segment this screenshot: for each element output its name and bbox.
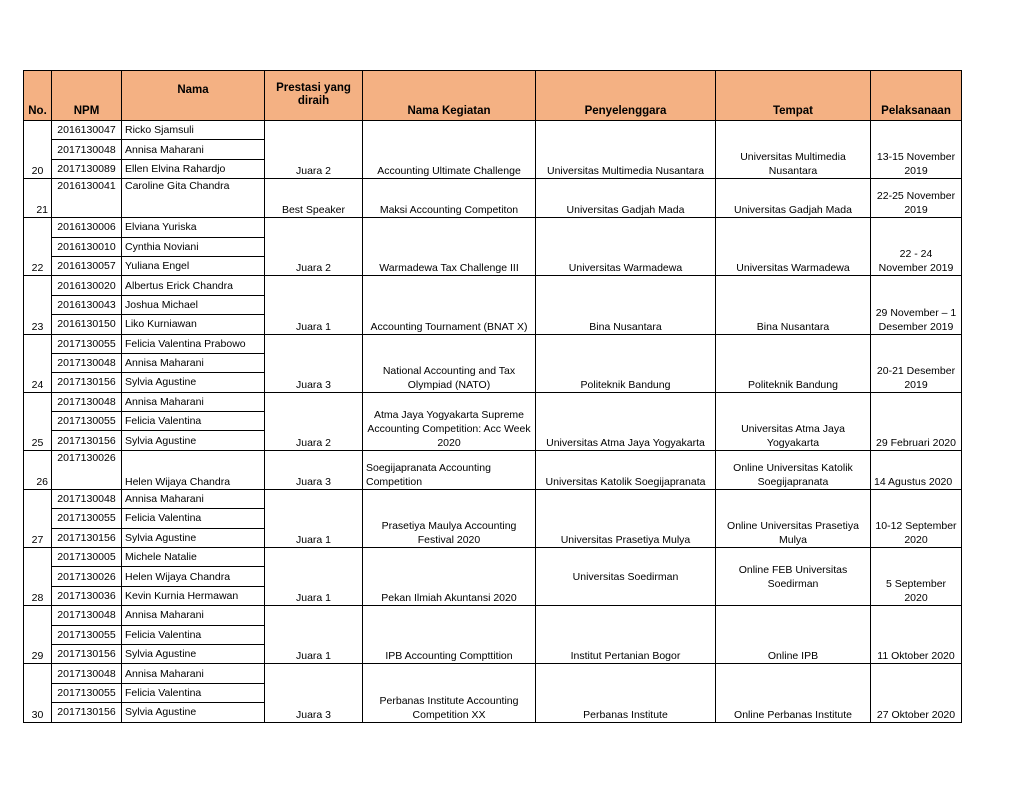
kegiatan-cell: Soegijapranata Accounting Competition <box>363 450 536 489</box>
pelaksanaan-cell: 5 September 2020 <box>871 548 962 606</box>
table-row <box>24 121 962 140</box>
npm-cell: 2017130048 <box>52 392 122 411</box>
penyelenggara-cell: Universitas Warmadewa <box>536 218 716 276</box>
pelaksanaan-cell: 29 Februari 2020 <box>871 392 962 450</box>
penyelenggara-cell: Politeknik Bandung <box>536 334 716 392</box>
nama-cell: Caroline Gita Chandra <box>122 179 265 218</box>
prestasi-cell: Juara 3 <box>265 664 363 722</box>
kegiatan-cell: Warmadewa Tax Challenge III <box>363 218 536 276</box>
npm-cell: 2017130156 <box>52 373 122 392</box>
prestasi-cell: Juara 1 <box>265 548 363 606</box>
header-penyelenggara: Penyelenggara <box>536 71 716 121</box>
tempat-cell: Online FEB Universitas Soedirman <box>716 548 871 606</box>
pelaksanaan-cell: 29 November – 1 Desember 2019 <box>871 276 962 334</box>
penyelenggara-cell: Universitas Multimedia Nusantara <box>536 121 716 179</box>
header-row <box>24 71 962 121</box>
prestasi-cell: Juara 2 <box>265 218 363 276</box>
npm-cell: 2017130156 <box>52 644 122 663</box>
tempat-cell: Universitas Gadjah Mada <box>716 179 871 218</box>
row-no: 24 <box>24 334 52 392</box>
header-nama: Nama <box>122 71 265 121</box>
prestasi-cell: Juara 2 <box>265 121 363 179</box>
npm-cell: 2017130055 <box>52 509 122 528</box>
header-no: No. <box>24 71 52 121</box>
nama-cell: Felicia Valentina <box>122 625 265 644</box>
header-kegiatan: Nama Kegiatan <box>363 71 536 121</box>
nama-cell: Sylvia Agustine <box>122 373 265 392</box>
npm-cell: 2017130048 <box>52 664 122 683</box>
nama-cell: Felicia Valentina <box>122 412 265 431</box>
nama-cell: Kevin Kurnia Hermawan <box>122 586 265 605</box>
prestasi-cell: Juara 3 <box>265 450 363 489</box>
kegiatan-cell: IPB Accounting Compttition <box>363 606 536 664</box>
prestasi-cell: Juara 1 <box>265 276 363 334</box>
tempat-cell: Universitas Warmadewa <box>716 218 871 276</box>
table-row <box>24 179 962 218</box>
kegiatan-cell: Prasetiya Maulya Accounting Festival 2020 <box>363 489 536 547</box>
nama-cell: Annisa Maharani <box>122 353 265 372</box>
table-row <box>24 334 962 353</box>
nama-cell: Felicia Valentina Prabowo <box>122 334 265 353</box>
nama-cell: Helen Wijaya Chandra <box>122 567 265 586</box>
pelaksanaan-cell: 22 - 24 November 2019 <box>871 218 962 276</box>
nama-cell: Liko Kurniawan <box>122 315 265 334</box>
prestasi-cell: Juara 1 <box>265 489 363 547</box>
tempat-cell: Bina Nusantara <box>716 276 871 334</box>
npm-cell: 2017130156 <box>52 703 122 722</box>
kegiatan-cell: Pekan Ilmiah Akuntansi 2020 <box>363 548 536 606</box>
penyelenggara-cell: Perbanas Institute <box>536 664 716 722</box>
pelaksanaan-cell: 27 Oktober 2020 <box>871 664 962 722</box>
npm-cell: 2016130020 <box>52 276 122 295</box>
header-pelaksanaan: Pelaksanaan <box>871 71 962 121</box>
tempat-cell: Online IPB <box>716 606 871 664</box>
npm-cell: 2017130156 <box>52 431 122 450</box>
npm-cell: 2016130047 <box>52 121 122 140</box>
pelaksanaan-cell: 10-12 September 2020 <box>871 489 962 547</box>
table-row <box>24 218 962 237</box>
kegiatan-cell: Maksi Accounting Competiton <box>363 179 536 218</box>
prestasi-cell: Juara 1 <box>265 606 363 664</box>
kegiatan-cell: Accounting Tournament (BNAT X) <box>363 276 536 334</box>
row-no: 30 <box>24 664 52 722</box>
row-no: 29 <box>24 606 52 664</box>
prestasi-cell: Juara 2 <box>265 392 363 450</box>
nama-cell: Annisa Maharani <box>122 489 265 508</box>
row-no: 26 <box>24 450 52 489</box>
nama-cell: Annisa Maharani <box>122 606 265 625</box>
kegiatan-cell: Atma Jaya Yogyakarta Supreme Accounting Competition: Acc Week 2020 <box>363 392 536 450</box>
table-row <box>24 489 962 508</box>
penyelenggara-cell: Universitas Prasetiya Mulya <box>536 489 716 547</box>
tempat-cell: Online Perbanas Institute <box>716 664 871 722</box>
npm-cell: 2016130010 <box>52 237 122 256</box>
nama-cell: Helen Wijaya Chandra <box>122 450 265 489</box>
npm-cell: 2016130057 <box>52 256 122 275</box>
npm-cell: 2017130048 <box>52 140 122 159</box>
nama-cell: Ricko Sjamsuli <box>122 121 265 140</box>
header-tempat: Tempat <box>716 71 871 121</box>
prestasi-cell: Best Speaker <box>265 179 363 218</box>
penyelenggara-cell: Universitas Katolik Soegijapranata <box>536 450 716 489</box>
kegiatan-cell: National Accounting and Tax Olympiad (NATO) <box>363 334 536 392</box>
npm-cell: 2017130048 <box>52 489 122 508</box>
row-no: 22 <box>24 218 52 276</box>
nama-cell: Felicia Valentina <box>122 683 265 702</box>
nama-cell: Annisa Maharani <box>122 664 265 683</box>
npm-cell: 2016130006 <box>52 218 122 237</box>
npm-cell: 2017130156 <box>52 528 122 547</box>
nama-cell: Ellen Elvina Rahardjo <box>122 159 265 178</box>
tempat-cell: Online Universitas Prasetiya Mulya <box>716 489 871 547</box>
npm-cell: 2017130048 <box>52 353 122 372</box>
nama-cell: Annisa Maharani <box>122 392 265 411</box>
pelaksanaan-cell: 11 Oktober 2020 <box>871 606 962 664</box>
table-row <box>24 450 962 489</box>
nama-cell: Felicia Valentina <box>122 509 265 528</box>
table-row <box>24 276 962 295</box>
npm-cell: 2017130055 <box>52 683 122 702</box>
nama-cell: Sylvia Agustine <box>122 644 265 663</box>
table-row <box>24 392 962 411</box>
nama-cell: Sylvia Agustine <box>122 528 265 547</box>
pelaksanaan-cell: 14 Agustus 2020 <box>871 450 962 489</box>
row-no: 20 <box>24 121 52 179</box>
penyelenggara-cell: Bina Nusantara <box>536 276 716 334</box>
npm-cell: 2017130026 <box>52 450 122 489</box>
row-no: 21 <box>24 179 52 218</box>
row-no: 27 <box>24 489 52 547</box>
header-npm: NPM <box>52 71 122 121</box>
table-row <box>24 606 962 625</box>
npm-cell: 2017130036 <box>52 586 122 605</box>
tempat-cell: Politeknik Bandung <box>716 334 871 392</box>
row-no: 23 <box>24 276 52 334</box>
nama-cell: Cynthia Noviani <box>122 237 265 256</box>
row-no: 28 <box>24 548 52 606</box>
nama-cell: Joshua Michael <box>122 295 265 314</box>
tempat-cell: Universitas Multimedia Nusantara <box>716 121 871 179</box>
npm-cell: 2016130043 <box>52 295 122 314</box>
prestasi-cell: Juara 3 <box>265 334 363 392</box>
npm-cell: 2017130048 <box>52 606 122 625</box>
kegiatan-cell: Perbanas Institute Accounting Competition XX <box>363 664 536 722</box>
nama-cell: Michele Natalie <box>122 548 265 567</box>
npm-cell: 2017130055 <box>52 625 122 644</box>
npm-cell: 2017130026 <box>52 567 122 586</box>
nama-cell: Yuliana Engel <box>122 256 265 275</box>
tempat-cell: Online Universitas Katolik Soegijapranata <box>716 450 871 489</box>
nama-cell: Sylvia Agustine <box>122 431 265 450</box>
npm-cell: 2017130005 <box>52 548 122 567</box>
penyelenggara-cell: Universitas Gadjah Mada <box>536 179 716 218</box>
npm-cell: 2017130055 <box>52 334 122 353</box>
table-row <box>24 664 962 683</box>
nama-cell: Sylvia Agustine <box>122 703 265 722</box>
penyelenggara-cell: Universitas Atma Jaya Yogyakarta <box>536 392 716 450</box>
pelaksanaan-cell: 20-21 Desember 2019 <box>871 334 962 392</box>
achievements-table <box>23 70 962 723</box>
tempat-cell: Universitas Atma Jaya Yogyakarta <box>716 392 871 450</box>
npm-cell: 2017130089 <box>52 159 122 178</box>
penyelenggara-cell: Universitas Soedirman <box>536 548 716 606</box>
header-prestasi: Prestasi yang diraih <box>265 71 363 121</box>
nama-cell: Annisa Maharani <box>122 140 265 159</box>
pelaksanaan-cell: 13-15 November 2019 <box>871 121 962 179</box>
nama-cell: Albertus Erick Chandra <box>122 276 265 295</box>
pelaksanaan-cell: 22-25 November 2019 <box>871 179 962 218</box>
npm-cell: 2016130041 <box>52 179 122 218</box>
kegiatan-cell: Accounting Ultimate Challenge <box>363 121 536 179</box>
row-no: 25 <box>24 392 52 450</box>
nama-cell: Elviana Yuriska <box>122 218 265 237</box>
npm-cell: 2017130055 <box>52 412 122 431</box>
penyelenggara-cell: Institut Pertanian Bogor <box>536 606 716 664</box>
table-row <box>24 548 962 567</box>
npm-cell: 2016130150 <box>52 315 122 334</box>
